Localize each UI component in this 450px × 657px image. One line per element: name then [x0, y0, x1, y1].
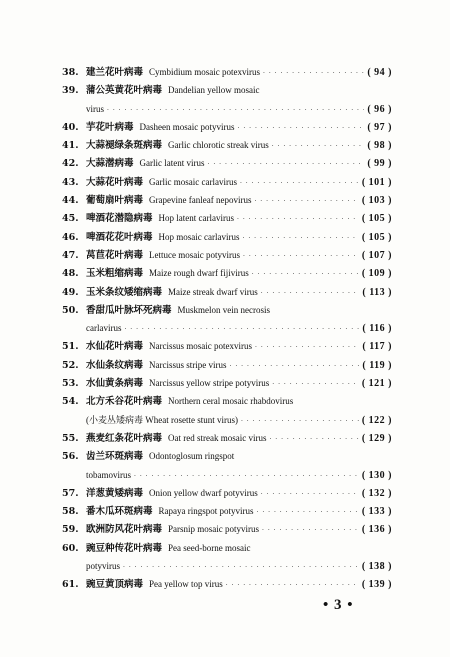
- entry-chinese-title: 香甜瓜叶脉坏死病毒: [86, 304, 172, 316]
- entry-page-ref: ( 113 ): [362, 286, 392, 298]
- entry-chinese-title: 水仙花叶病毒: [86, 341, 144, 353]
- dot-leader: [254, 193, 358, 211]
- entry-number: 53.: [62, 378, 79, 390]
- entry-chinese-title: 番木瓜环斑病毒: [86, 506, 153, 518]
- entry-chinese-title: 芋花叶病毒: [86, 121, 134, 133]
- toc-entry: [62, 154, 392, 172]
- entry-page-ref: ( 103 ): [361, 195, 392, 207]
- toc-entry: [62, 356, 392, 374]
- entry-number: 50.: [62, 304, 79, 316]
- entry-page-ref: ( 121 ): [361, 378, 392, 390]
- toc-entry: [62, 429, 392, 447]
- entry-chinese-title: 欧洲防风花叶病毒: [86, 524, 163, 536]
- entry-page-ref: ( 107 ): [361, 249, 392, 261]
- entry-number: 40.: [62, 121, 79, 133]
- entry-english-title: Odontoglosum ringspot: [149, 451, 235, 462]
- entry-number: 59.: [62, 524, 79, 536]
- entry-number: 51.: [62, 341, 79, 353]
- entry-number: 48.: [62, 268, 79, 280]
- entry-continuation-text: carlavirus: [86, 323, 122, 334]
- dot-leader: [262, 522, 359, 540]
- toc-entry: [62, 484, 392, 502]
- toc-entry: [62, 575, 392, 593]
- entry-page-ref: ( 105 ): [361, 231, 392, 243]
- dot-leader: [240, 175, 359, 193]
- entry-page-ref: ( 119 ): [362, 359, 392, 371]
- dot-leader: [261, 486, 359, 504]
- entry-english-title: Onion yellow dwarf potyvirus: [149, 487, 258, 498]
- toc-entry: [62, 209, 392, 227]
- toc-entry: [62, 539, 392, 557]
- entry-chinese-title: 大蒜花叶病毒: [86, 176, 144, 188]
- entry-english-title: Cymbidium mosaic potexvirus: [149, 67, 261, 77]
- entry-number: 44.: [62, 195, 79, 207]
- page-number: • 3 •: [323, 597, 354, 613]
- dot-leader: [255, 339, 359, 357]
- entry-number: 43.: [62, 176, 79, 188]
- entry-chinese-title: 玉米粗缩病毒: [86, 268, 144, 280]
- entry-english-title: Garlic mosaic carlavirus: [149, 176, 237, 187]
- entry-number: 39.: [62, 85, 79, 97]
- entry-number: 61.: [62, 579, 79, 591]
- dot-leader: [226, 577, 359, 595]
- dot-leader: [272, 138, 365, 156]
- toc-entry: [62, 374, 392, 392]
- entry-number: 54.: [62, 396, 79, 408]
- entry-continuation-text: (小麦丛矮病毒 Wheat rosette stunt virus): [86, 414, 238, 425]
- toc-entry: [62, 228, 392, 246]
- entry-chinese-title: 大蒜潜病毒: [86, 158, 134, 170]
- table-of-contents: [62, 63, 392, 594]
- entry-english-title: Rapaya ringspot potyvirus: [158, 506, 254, 517]
- entry-continuation-text: virus: [86, 103, 104, 114]
- toc-entry: [62, 81, 392, 99]
- entry-page-ref: ( 133 ): [361, 506, 392, 518]
- entry-number: 57.: [62, 487, 79, 499]
- entry-page-ref: ( 138 ): [361, 561, 392, 573]
- entry-english-title: Dandelian yellow mosaic: [168, 85, 260, 96]
- entry-chinese-title: 葡萄扇叶病毒: [86, 195, 144, 207]
- entry-page-ref: ( 97 ): [367, 121, 392, 133]
- toc-entry-continuation: [62, 319, 392, 337]
- toc-entry: [62, 301, 392, 319]
- entry-english-title: Hop latent carlavirus: [158, 213, 234, 224]
- entry-number: 47.: [62, 249, 79, 261]
- entry-english-title: Narcissus stripe virus: [149, 359, 227, 370]
- entry-english-title: Hop mosaic carlavirus: [158, 231, 240, 242]
- dot-leader: [261, 285, 360, 303]
- entry-chinese-title: 齿兰环斑病毒: [86, 451, 144, 463]
- dot-leader: [237, 211, 359, 229]
- entry-number: 45.: [62, 213, 79, 225]
- entry-page-ref: ( 94 ): [367, 67, 392, 78]
- entry-page-ref: ( 130 ): [361, 469, 392, 481]
- toc-entry-continuation: [62, 466, 392, 484]
- entry-english-title: Lettuce mosaic potyvirus: [149, 249, 240, 260]
- toc-entry: [62, 173, 392, 191]
- entry-page-ref: ( 122 ): [361, 414, 392, 426]
- entry-number: 49.: [62, 286, 79, 298]
- dot-leader: [263, 65, 364, 83]
- entry-english-title: Maize streak dwarf virus: [168, 286, 258, 297]
- entry-chinese-title: 蒲公英黄花叶病毒: [86, 85, 163, 97]
- toc-entry: [62, 63, 392, 81]
- entry-number: 55.: [62, 432, 79, 444]
- entry-number: 56.: [62, 451, 79, 463]
- dot-leader: [243, 230, 359, 248]
- entry-english-title: Oat red streak mosaic virus: [168, 432, 267, 443]
- entry-chinese-title: 洋葱黄矮病毒: [86, 487, 144, 499]
- toc-entry-continuation: [62, 100, 392, 118]
- entry-page-ref: ( 116 ): [362, 323, 392, 335]
- entry-chinese-title: 豌豆黄顶病毒: [86, 579, 144, 591]
- entry-number: 38.: [62, 67, 79, 78]
- entry-page-ref: ( 98 ): [367, 140, 392, 152]
- entry-continuation-text: potyvirus: [86, 561, 121, 572]
- toc-entry: [62, 283, 392, 301]
- entry-number: 60.: [62, 542, 79, 554]
- entry-chinese-title: 莴苣花叶病毒: [86, 249, 144, 261]
- entry-english-title: Muskmelon vein necrosis: [177, 304, 271, 315]
- entry-page-ref: ( 96 ): [367, 103, 392, 115]
- dot-leader: [269, 431, 358, 449]
- entry-chinese-title: 水仙条纹病毒: [86, 359, 144, 371]
- entry-continuation-text: tobamovirus: [86, 469, 131, 480]
- entry-chinese-title: 大蒜褪绿条斑病毒: [86, 140, 163, 152]
- entry-page-ref: ( 129 ): [361, 432, 392, 444]
- entry-chinese-title: 啤酒花潜隐病毒: [86, 213, 153, 225]
- entry-english-title: Garlic latent virus: [139, 158, 205, 169]
- toc-entry: [62, 264, 392, 282]
- dot-leader: [243, 248, 359, 266]
- entry-page-ref: ( 132 ): [361, 487, 392, 499]
- toc-entry: [62, 246, 392, 264]
- dot-leader: [257, 504, 359, 522]
- entry-page-ref: ( 101 ): [361, 176, 392, 188]
- toc-entry: [62, 392, 392, 410]
- toc-entry: [62, 502, 392, 520]
- entry-page-ref: ( 136 ): [361, 524, 392, 536]
- entry-page-ref: ( 99 ): [367, 158, 392, 170]
- entry-english-title: Grapevine fanleaf nepovirus: [149, 195, 252, 206]
- toc-entry: [62, 136, 392, 154]
- entry-chinese-title: 水仙黄条病毒: [86, 378, 144, 390]
- entry-english-title: Narcissus yellow stripe potyvirus: [149, 378, 270, 389]
- entry-chinese-title: 北方禾谷花叶病毒: [86, 396, 163, 408]
- entry-page-ref: ( 109 ): [361, 268, 392, 280]
- entry-chinese-title: 燕麦红条花叶病毒: [86, 432, 163, 444]
- entry-chinese-title: 玉米条纹矮缩病毒: [86, 286, 163, 298]
- entry-page-ref: ( 117 ): [362, 341, 392, 353]
- entry-chinese-title: 啤酒花花叶病毒: [86, 231, 153, 243]
- dot-leader: [252, 266, 359, 284]
- entry-number: 46.: [62, 231, 79, 243]
- entry-english-title: Pea seed-borne mosaic: [168, 542, 251, 553]
- entry-number: 58.: [62, 506, 79, 518]
- entry-english-title: Northern ceral mosaic rhabdovirus: [168, 396, 294, 407]
- toc-entry-continuation: [62, 557, 392, 575]
- entry-page-ref: ( 139 ): [361, 579, 392, 591]
- toc-entry: [62, 337, 392, 355]
- toc-entry: [62, 447, 392, 465]
- toc-entry: [62, 118, 392, 136]
- toc-entry: [62, 520, 392, 538]
- entry-number: 42.: [62, 158, 79, 170]
- toc-entry: [62, 191, 392, 209]
- entry-number: 52.: [62, 359, 79, 371]
- entry-chinese-title: 建兰花叶病毒: [86, 67, 144, 78]
- entry-english-title: Pea yellow top virus: [149, 579, 223, 590]
- entry-english-title: Parsnip mosaic potyvirus: [168, 524, 260, 535]
- entry-english-title: Maize rough dwarf fijivirus: [149, 268, 249, 279]
- entry-english-title: Dasheen mosaic potyvirus: [139, 121, 235, 132]
- entry-page-ref: ( 105 ): [361, 213, 392, 225]
- entry-english-title: Garlic chlorotic streak virus: [168, 140, 269, 151]
- toc-entry-continuation: [62, 411, 392, 429]
- entry-english-title: Narcissus mosaic potexvirus: [149, 341, 252, 352]
- entry-number: 41.: [62, 140, 79, 152]
- entry-chinese-title: 豌豆种传花叶病毒: [86, 542, 163, 554]
